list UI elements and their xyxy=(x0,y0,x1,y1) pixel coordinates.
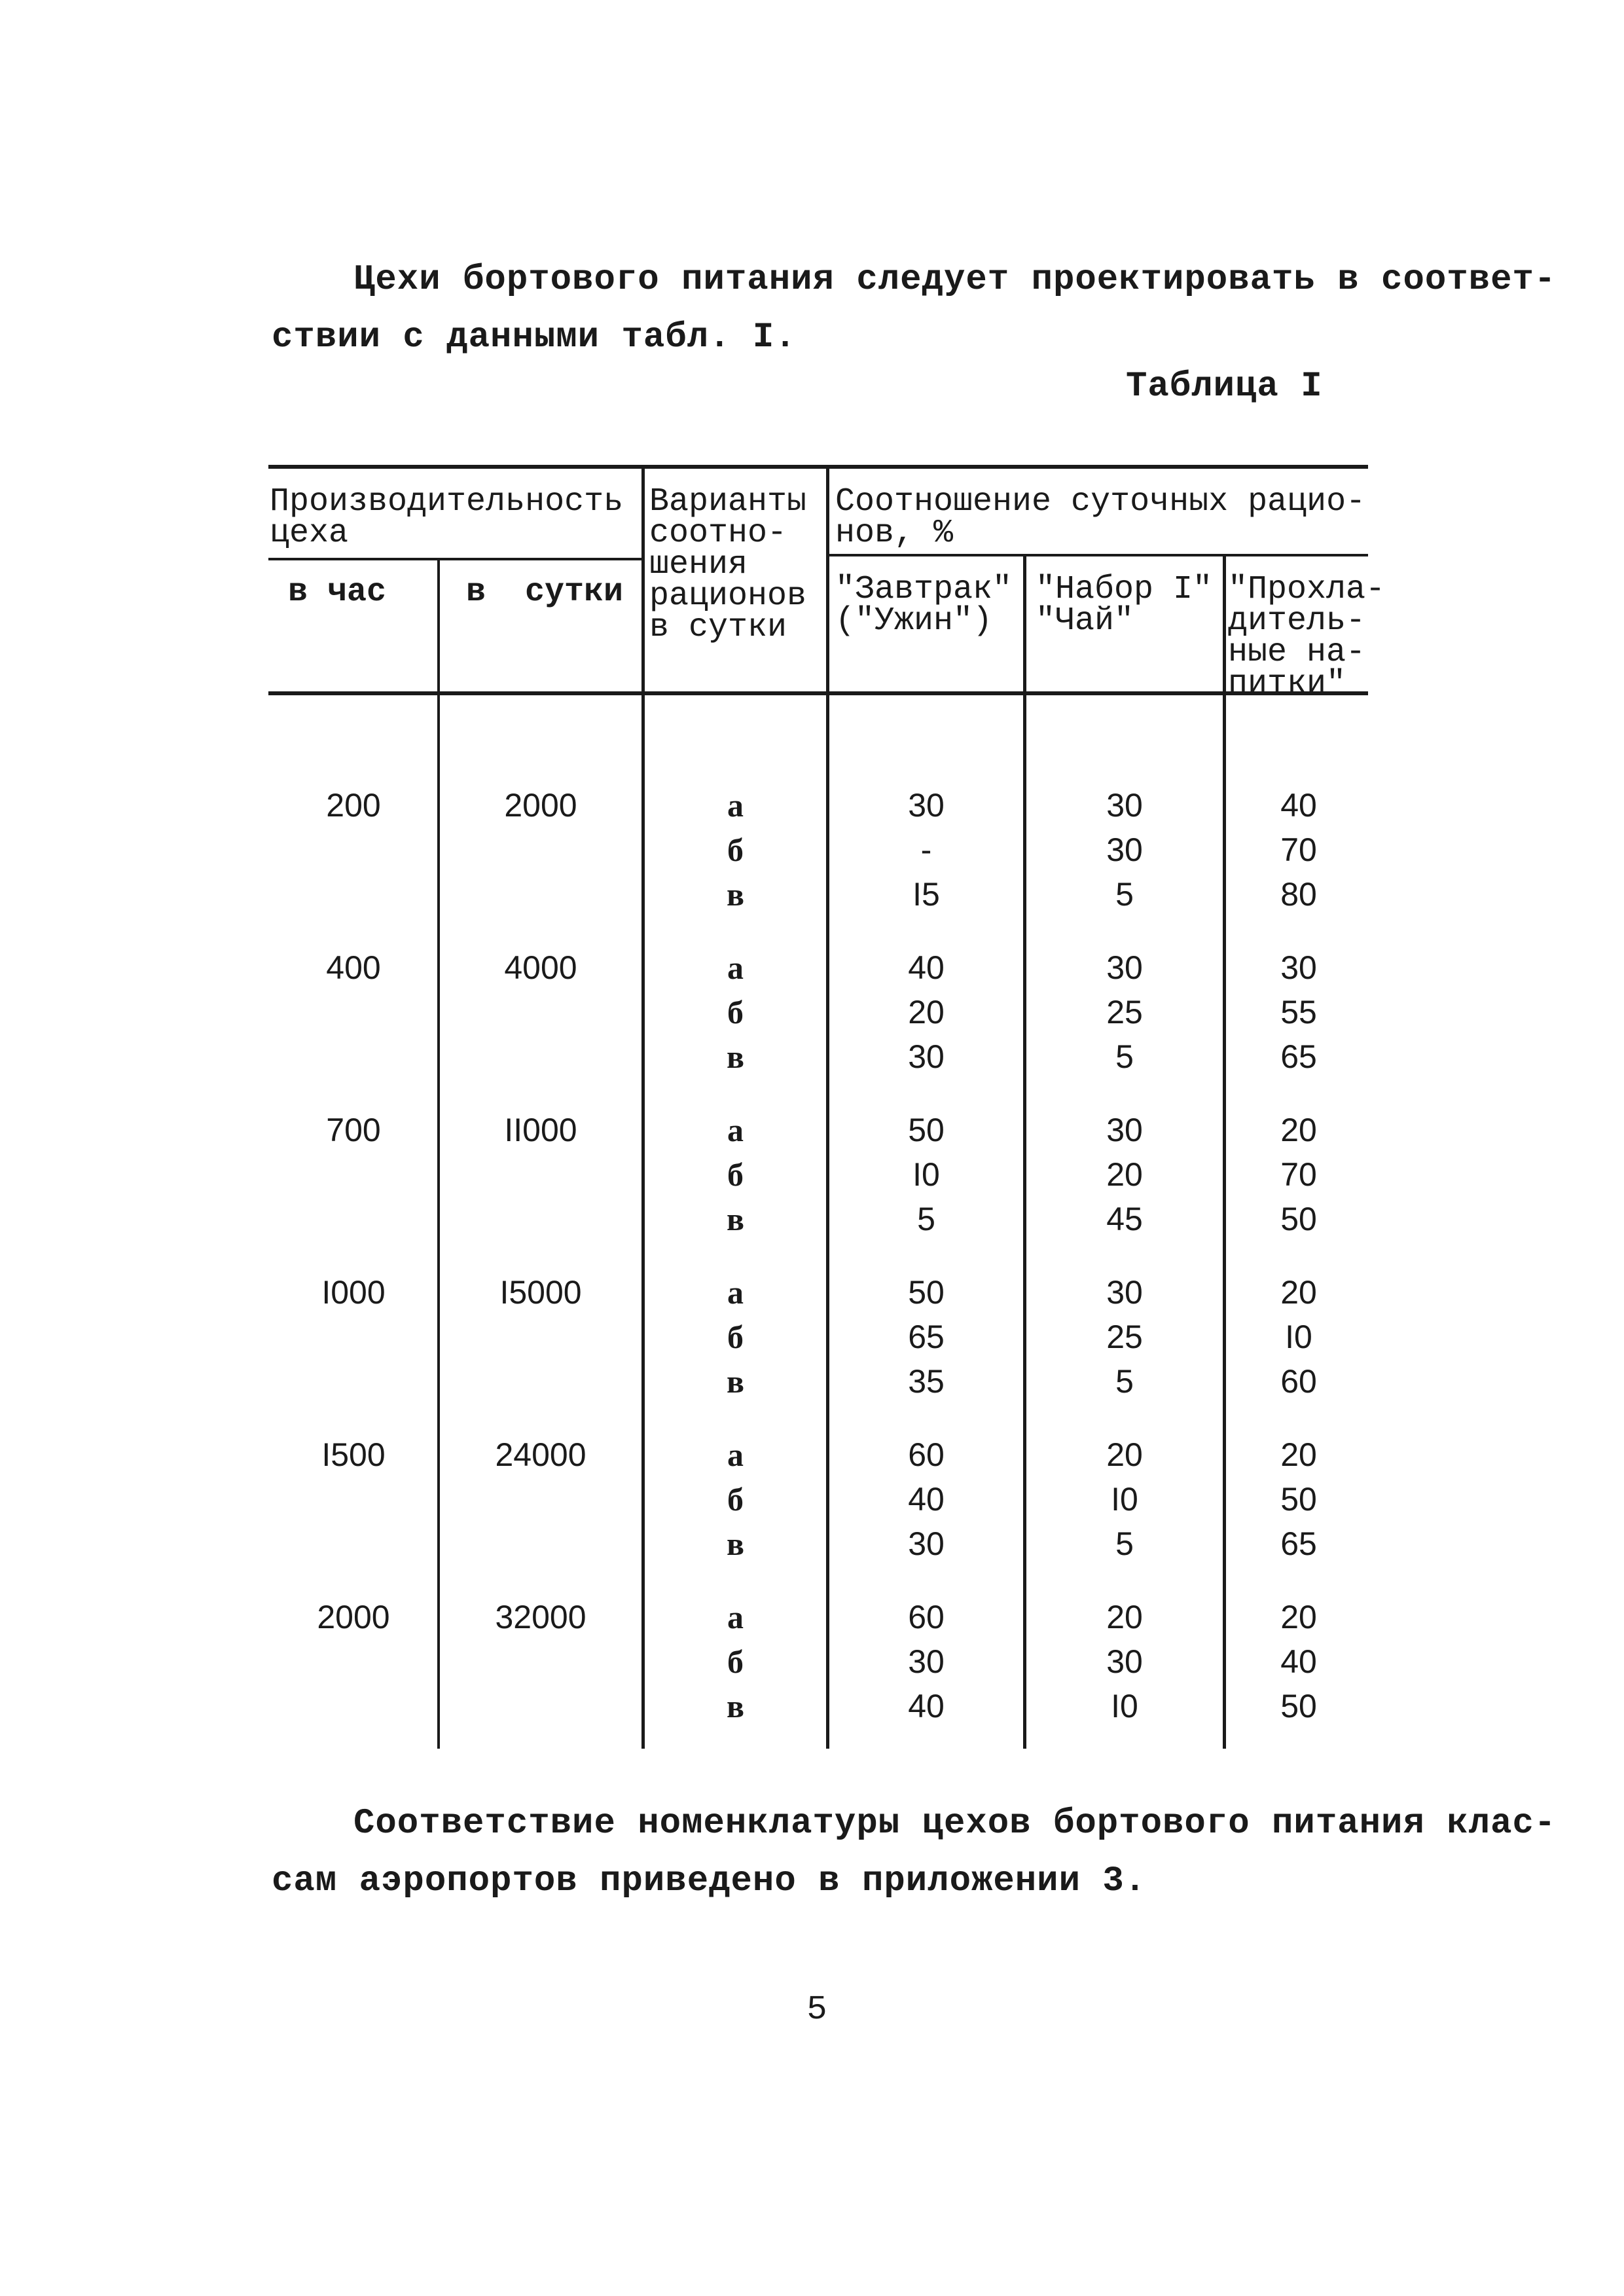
cell-variant: в xyxy=(726,1363,744,1400)
cell-drinks: 30 xyxy=(1280,949,1317,986)
cell-per-day: 4000 xyxy=(504,949,577,986)
cell-per-day: 24000 xyxy=(495,1436,586,1473)
cell-breakfast: 30 xyxy=(908,1525,945,1562)
cell-breakfast: 30 xyxy=(908,1643,945,1680)
cell-drinks: 20 xyxy=(1280,1599,1317,1635)
cell-variant: в xyxy=(726,1038,744,1075)
cell-breakfast: 30 xyxy=(908,1038,945,1075)
cell-set: 5 xyxy=(1115,1363,1134,1400)
cell-set: 20 xyxy=(1106,1436,1143,1473)
ratio-subheader-rule xyxy=(828,554,1368,556)
vline-drinks xyxy=(1223,556,1226,1749)
cell-breakfast: 40 xyxy=(908,949,945,986)
header-productivity-2: цеха xyxy=(270,515,349,552)
cell-breakfast: 20 xyxy=(908,994,945,1030)
cell-variant: а xyxy=(727,949,744,986)
cell-breakfast: - xyxy=(920,831,932,868)
cell-drinks: 20 xyxy=(1280,1436,1317,1473)
cell-drinks: 20 xyxy=(1280,1112,1317,1148)
cell-breakfast: 5 xyxy=(917,1201,935,1237)
cell-breakfast: 60 xyxy=(908,1599,945,1635)
cell-variant: в xyxy=(726,1525,744,1562)
cell-set: 30 xyxy=(1106,831,1143,868)
cell-drinks: 80 xyxy=(1280,876,1317,913)
cell-drinks: 60 xyxy=(1280,1363,1317,1400)
page-number: 5 xyxy=(806,1990,827,2029)
header-set-2: "Чай" xyxy=(1036,602,1134,640)
header-variants-4: рационов xyxy=(649,577,807,615)
header-variants-1: Варианты xyxy=(649,483,807,520)
cell-variant: а xyxy=(727,1599,744,1635)
table-top-rule xyxy=(268,465,1368,469)
cell-set: 30 xyxy=(1106,1643,1143,1680)
cell-set: 45 xyxy=(1106,1201,1143,1237)
header-breakfast-2: ("Ужин") xyxy=(835,602,993,640)
header-drinks-4: питки" xyxy=(1228,665,1346,702)
cell-drinks: 50 xyxy=(1280,1201,1317,1237)
cell-set: I0 xyxy=(1111,1688,1138,1724)
cell-drinks: I0 xyxy=(1285,1319,1312,1355)
header-drinks-3: ные на- xyxy=(1228,634,1366,671)
cell-variant: б xyxy=(727,1643,744,1680)
cell-per-hour: 400 xyxy=(326,949,381,986)
cell-per-day: 32000 xyxy=(495,1599,586,1635)
cell-drinks: 70 xyxy=(1280,1156,1317,1193)
header-productivity-1: Производительность xyxy=(270,483,624,520)
cell-drinks: 40 xyxy=(1280,787,1317,824)
header-breakfast-1: "Завтрак" xyxy=(835,571,1013,608)
cell-breakfast: 50 xyxy=(908,1112,945,1148)
cell-breakfast: I0 xyxy=(912,1156,940,1193)
cell-per-day: II000 xyxy=(504,1112,577,1148)
cell-variant: б xyxy=(727,994,744,1030)
cell-per-hour: 700 xyxy=(326,1112,381,1148)
cell-set: 5 xyxy=(1115,1525,1134,1562)
cell-per-hour: 2000 xyxy=(317,1599,390,1635)
cell-set: 25 xyxy=(1106,1319,1143,1355)
cell-breakfast: 40 xyxy=(908,1688,945,1724)
cell-variant: б xyxy=(727,1481,744,1518)
cell-set: I0 xyxy=(1111,1481,1138,1518)
header-set-1: "Набор I" xyxy=(1036,571,1213,608)
header-variants-5: в сутки xyxy=(649,609,787,646)
cell-per-hour: 200 xyxy=(326,787,381,824)
vline-set xyxy=(1023,556,1026,1749)
outro-line-1: Соответствие номенклатуры цехов бортового питания клас- xyxy=(353,1804,1557,1844)
cell-variant: а xyxy=(727,1436,744,1473)
cell-variant: в xyxy=(726,876,744,913)
cell-breakfast: 65 xyxy=(908,1319,945,1355)
header-ratio-2: нов, % xyxy=(835,515,954,552)
header-variants-2: соотно- xyxy=(649,515,787,552)
cell-variant: б xyxy=(727,1156,744,1193)
header-per-hour: в час xyxy=(288,574,387,611)
header-ratio-1: Соотношение суточных рацио- xyxy=(835,483,1366,520)
intro-line-1: Цехи бортового питания следует проектировать в соответ- xyxy=(353,260,1557,300)
cell-drinks: 65 xyxy=(1280,1525,1317,1562)
table-caption: Таблица I xyxy=(1126,367,1323,407)
header-variants-3: шения xyxy=(649,546,748,583)
table-header-rule xyxy=(268,691,1368,695)
cell-variant: в xyxy=(726,1201,744,1237)
cell-set: 5 xyxy=(1115,1038,1134,1075)
header-drinks-2: дитель- xyxy=(1228,602,1366,640)
cell-set: 30 xyxy=(1106,949,1143,986)
cell-drinks: 50 xyxy=(1280,1688,1317,1724)
cell-variant: а xyxy=(727,1274,744,1311)
cell-per-day: 2000 xyxy=(504,787,577,824)
cell-variant: а xyxy=(727,787,744,824)
cell-drinks: 40 xyxy=(1280,1643,1317,1680)
cell-drinks: 20 xyxy=(1280,1274,1317,1311)
cell-variant: б xyxy=(727,831,744,868)
cell-breakfast: 50 xyxy=(908,1274,945,1311)
cell-drinks: 55 xyxy=(1280,994,1317,1030)
cell-per-day: I5000 xyxy=(499,1274,582,1311)
cell-breakfast: 60 xyxy=(908,1436,945,1473)
cell-breakfast: 30 xyxy=(908,787,945,824)
header-drinks-1: "Прохла- xyxy=(1228,571,1386,608)
cell-drinks: 65 xyxy=(1280,1038,1317,1075)
cell-breakfast: I5 xyxy=(912,876,940,913)
cell-per-hour: I500 xyxy=(321,1436,386,1473)
cell-drinks: 70 xyxy=(1280,831,1317,868)
intro-line-2: ствии с данными табл. I. xyxy=(272,318,797,357)
cell-set: 30 xyxy=(1106,1274,1143,1311)
cell-set: 30 xyxy=(1106,1112,1143,1148)
cell-variant: а xyxy=(727,1112,744,1148)
cell-drinks: 50 xyxy=(1280,1481,1317,1518)
outro-line-2: сам аэропортов приведено в приложении 3. xyxy=(272,1861,1147,1901)
header-per-day: в сутки xyxy=(466,574,624,611)
cell-set: 30 xyxy=(1106,787,1143,824)
cell-set: 25 xyxy=(1106,994,1143,1030)
cell-variant: б xyxy=(727,1319,744,1355)
cell-breakfast: 40 xyxy=(908,1481,945,1518)
cell-per-hour: I000 xyxy=(321,1274,386,1311)
cell-variant: в xyxy=(726,1688,744,1724)
vline-hour-day xyxy=(437,560,440,1749)
cell-set: 20 xyxy=(1106,1156,1143,1193)
cell-breakfast: 35 xyxy=(908,1363,945,1400)
cell-set: 5 xyxy=(1115,876,1134,913)
cell-set: 20 xyxy=(1106,1599,1143,1635)
productivity-subheader-rule xyxy=(268,558,641,560)
